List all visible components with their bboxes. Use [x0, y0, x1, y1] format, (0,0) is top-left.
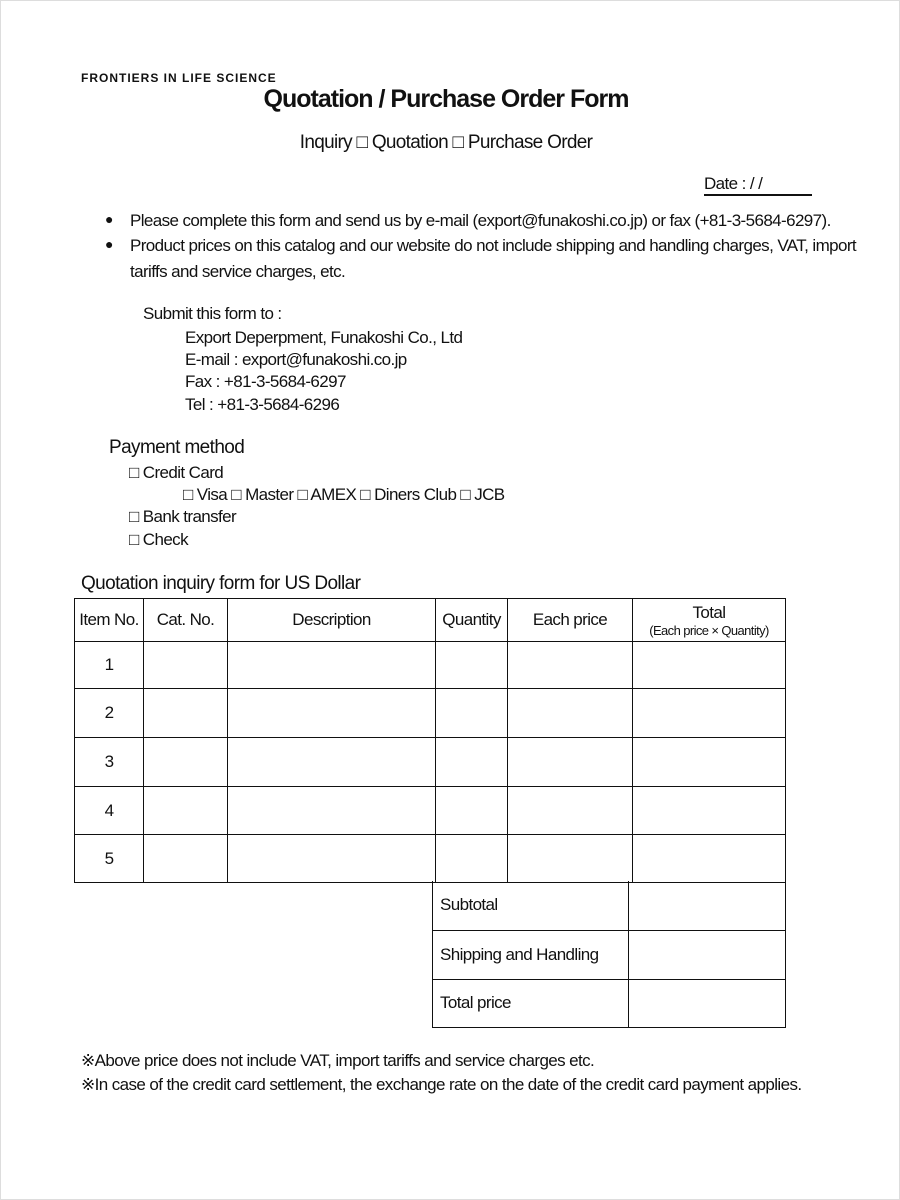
total-cell[interactable]: [633, 689, 786, 738]
shipping-value[interactable]: [629, 930, 786, 979]
total-cell[interactable]: [633, 835, 786, 883]
col-quantity: Quantity: [436, 599, 508, 642]
payment-bank-transfer: □ Bank transfer: [129, 507, 237, 526]
shipping-label: Shipping and Handling: [433, 930, 629, 979]
subtotal-row: [433, 881, 786, 930]
bullet-icon: ●: [105, 236, 114, 252]
subtotal-value[interactable]: [629, 881, 786, 930]
item-no: 4: [75, 787, 144, 835]
each-price-cell[interactable]: [508, 787, 633, 835]
date-field: Date : / /: [704, 174, 812, 196]
total-price-label: Total price: [433, 979, 629, 1027]
subtotal-label: Subtotal: [433, 881, 629, 930]
table-row: [75, 689, 786, 738]
item-no: 2: [75, 689, 144, 738]
cat-no-cell[interactable]: [144, 787, 228, 835]
total-label: Total: [692, 602, 726, 622]
total-cell[interactable]: [633, 642, 786, 689]
shipping-row: [433, 930, 786, 979]
payment-check: □ Check: [129, 530, 188, 549]
col-each-price: Each price: [508, 599, 633, 642]
total-cell[interactable]: [633, 738, 786, 787]
description-cell[interactable]: [228, 738, 436, 787]
each-price-cell[interactable]: [508, 835, 633, 883]
each-price-cell[interactable]: [508, 689, 633, 738]
total-price-value[interactable]: [629, 979, 786, 1027]
table-caption: Quotation inquiry form for US Dollar: [81, 573, 361, 594]
quantity-cell[interactable]: [436, 787, 508, 835]
total-price-row: [433, 979, 786, 1027]
form-type-options: Inquiry □ Quotation □ Purchase Order: [299, 132, 593, 153]
note-exchange-rate: ※In case of the credit card settlement, the exchange rate on the date of the credit card payment applies.: [81, 1075, 802, 1094]
description-cell[interactable]: [228, 642, 436, 689]
quantity-cell[interactable]: [436, 642, 508, 689]
submit-label: Submit this form to :: [143, 304, 282, 323]
total-cell[interactable]: [633, 787, 786, 835]
instruction-1: Please complete this form and send us by e-mail (export@funakoshi.co.jp) or fax (+81-3-5684-6297).: [130, 211, 831, 230]
quantity-cell[interactable]: [436, 835, 508, 883]
description-cell[interactable]: [228, 689, 436, 738]
col-cat-no: Cat. No.: [144, 599, 228, 642]
table-row: [75, 787, 786, 835]
col-total: [633, 599, 786, 642]
summary-table: [432, 881, 786, 1028]
quantity-cell[interactable]: [436, 738, 508, 787]
table-row: [75, 738, 786, 787]
bullet-icon: ●: [105, 211, 114, 227]
col-description: Description: [228, 599, 436, 642]
item-no: 3: [75, 738, 144, 787]
page-title: Quotation / Purchase Order Form: [263, 85, 629, 113]
payment-card-types: □ Visa □ Master □ AMEX □ Diners Club □ JCB: [183, 485, 505, 504]
brand-logo: FRONTIERS IN LIFE SCIENCE: [81, 71, 277, 85]
description-cell[interactable]: [228, 787, 436, 835]
payment-heading: Payment method: [109, 437, 245, 458]
item-no: 1: [75, 642, 144, 689]
submit-company: Export Deperpment, Funakoshi Co., Ltd: [185, 328, 463, 347]
col-item-no: Item No.: [75, 599, 144, 642]
table-row: [75, 835, 786, 883]
instruction-2: Product prices on this catalog and our website do not include shipping and handling charges, VAT, import: [130, 236, 857, 255]
cat-no-cell[interactable]: [144, 642, 228, 689]
cat-no-cell[interactable]: [144, 835, 228, 883]
note-vat: ※Above price does not include VAT, import tariffs and service charges etc.: [81, 1051, 595, 1070]
item-no: 5: [75, 835, 144, 883]
table-header-row: [75, 599, 786, 642]
description-cell[interactable]: [228, 835, 436, 883]
submit-fax: Fax : +81-3-5684-6297: [185, 372, 346, 391]
submit-tel: Tel : +81-3-5684-6296: [185, 395, 340, 414]
table-row: [75, 642, 786, 689]
cat-no-cell[interactable]: [144, 689, 228, 738]
quotation-table: [74, 598, 786, 883]
each-price-cell[interactable]: [508, 642, 633, 689]
cat-no-cell[interactable]: [144, 738, 228, 787]
quantity-cell[interactable]: [436, 689, 508, 738]
total-sublabel: (Each price × Quantity): [649, 622, 769, 638]
submit-email: E-mail : export@funakoshi.co.jp: [185, 350, 407, 369]
instruction-2-cont: tariffs and service charges, etc.: [130, 262, 346, 281]
payment-credit-card: □ Credit Card: [129, 463, 224, 482]
each-price-cell[interactable]: [508, 738, 633, 787]
